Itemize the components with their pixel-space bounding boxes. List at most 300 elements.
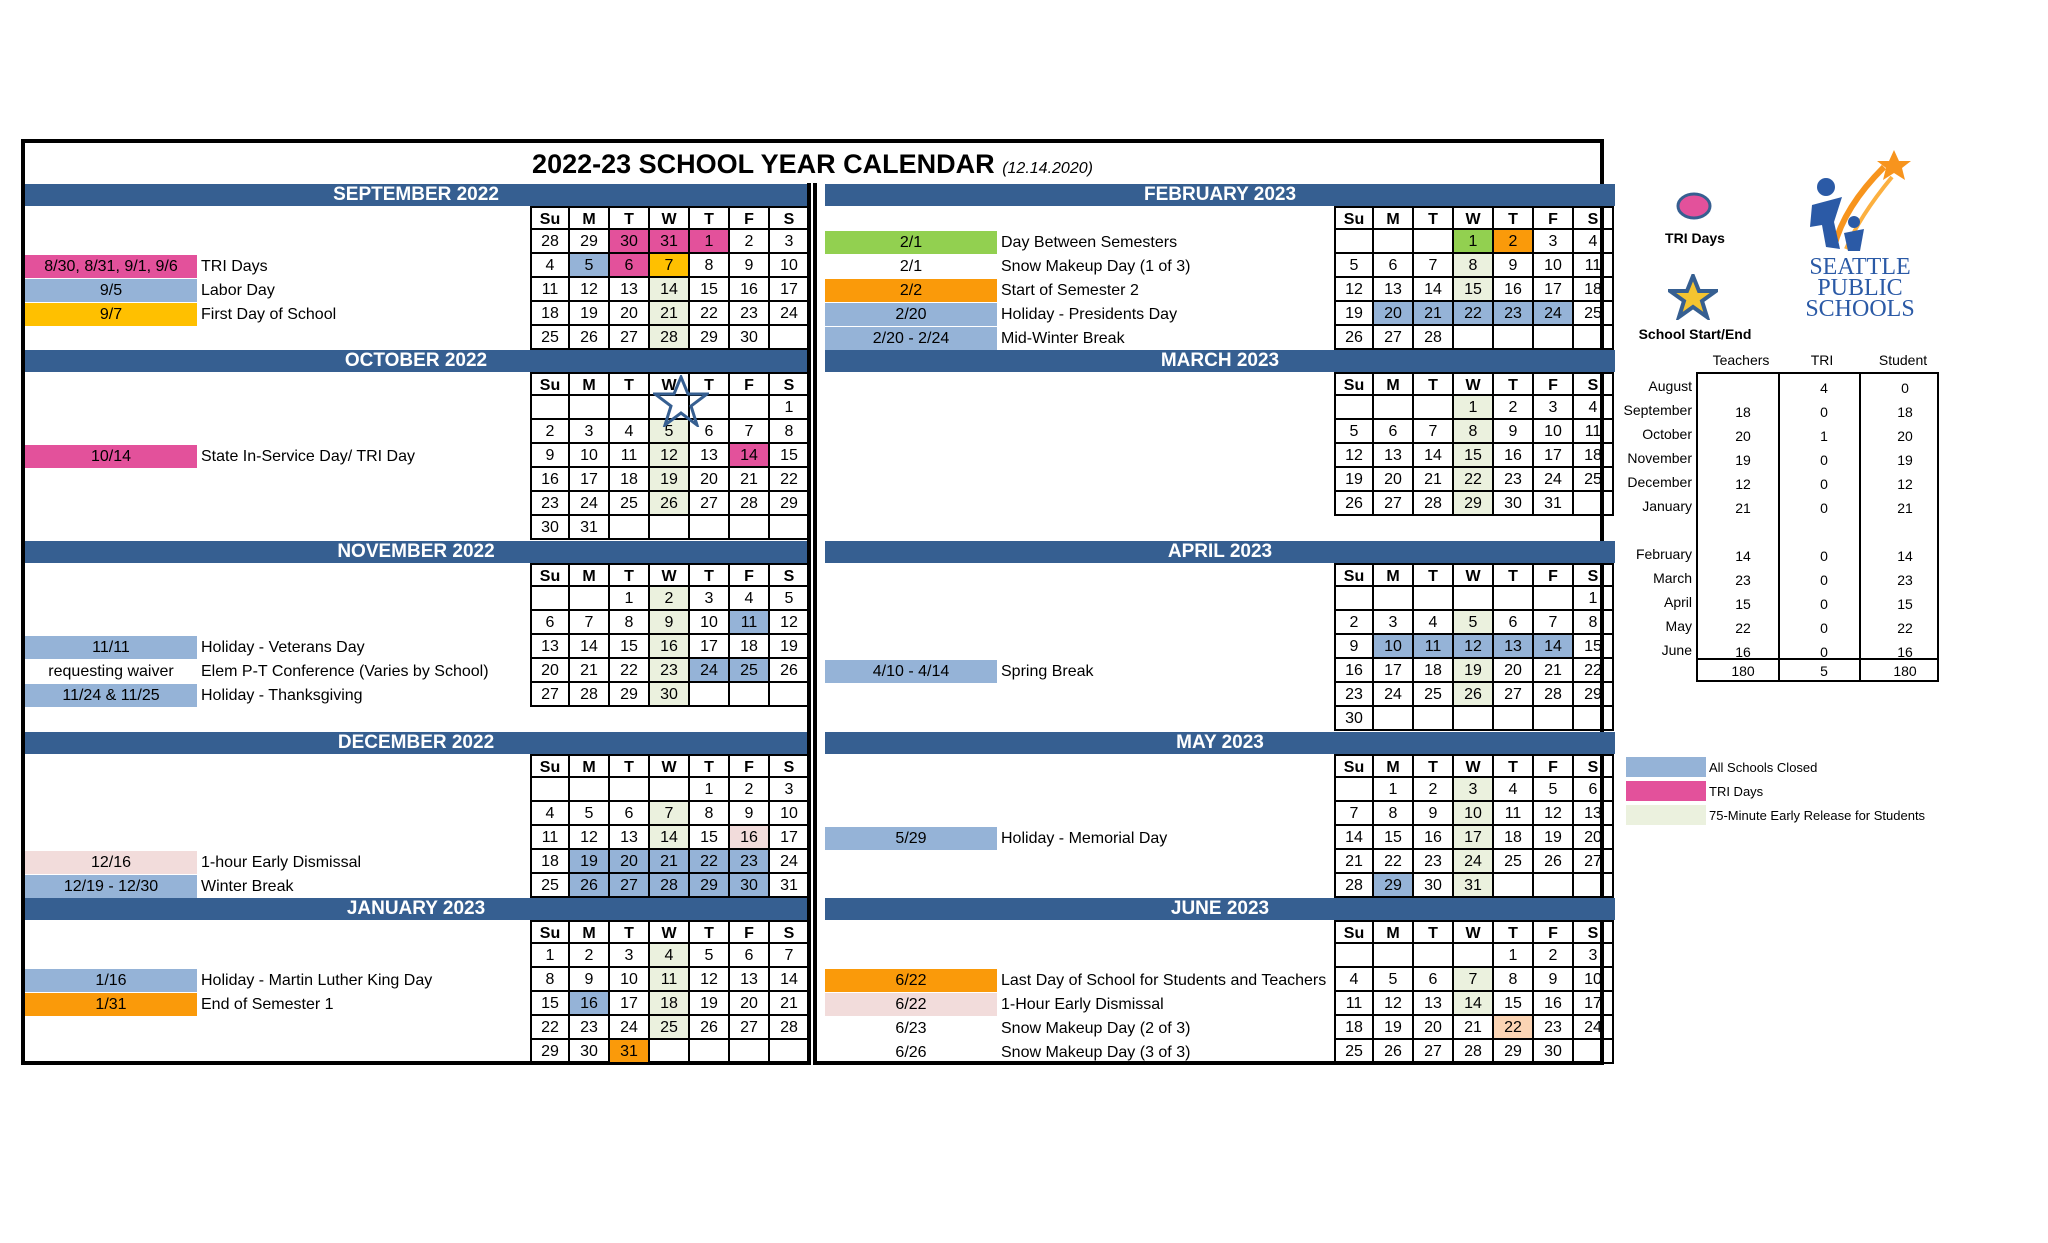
logo-line-2: PUBLIC xyxy=(1817,275,1903,301)
day-cell: 15 xyxy=(1494,992,1534,1016)
stats-value: 15 xyxy=(1735,596,1751,612)
stats-value: 0 xyxy=(1820,644,1828,660)
weekday-header: S xyxy=(1574,563,1614,587)
weekday-header: T xyxy=(610,754,650,778)
weekday-header: W xyxy=(1454,206,1494,230)
day-cell: 22 xyxy=(530,1016,570,1040)
day-cell: 27 xyxy=(1494,683,1534,707)
day-cell: 25 xyxy=(1494,850,1534,874)
month-header-0: SEPTEMBER 2022 xyxy=(25,184,807,206)
event-date: 2/1 xyxy=(899,258,923,275)
day-cell: 9 xyxy=(530,444,570,468)
day-cell: 3 xyxy=(570,420,610,444)
day-cell: 25 xyxy=(1574,468,1614,492)
day-cell: 6 xyxy=(1414,968,1454,992)
day-cell: 14 xyxy=(730,444,770,468)
tri-oval-icon xyxy=(1676,191,1712,221)
day-cell: 11 xyxy=(1334,992,1374,1016)
day-cell: 6 xyxy=(1494,611,1534,635)
event-description: Elem P-T Conference (Varies by School) xyxy=(201,663,489,680)
weekday-header: W xyxy=(1454,563,1494,587)
day-cell: 19 xyxy=(1534,826,1574,850)
day-cell: 6 xyxy=(610,254,650,278)
event-date: 12/16 xyxy=(25,851,197,874)
day-cell: 28 xyxy=(1454,1040,1494,1064)
weekday-header: T xyxy=(1414,206,1454,230)
empty-cell xyxy=(1454,326,1494,350)
month-grid-2 xyxy=(530,563,810,707)
weekday-header: T xyxy=(610,372,650,396)
day-cell: 28 xyxy=(650,326,690,350)
day-cell: 26 xyxy=(650,492,690,516)
day-cell: 17 xyxy=(690,635,730,659)
empty-cell xyxy=(1534,874,1574,898)
day-cell: 15 xyxy=(1574,635,1614,659)
day-cell: 10 xyxy=(1574,968,1614,992)
day-cell: 5 xyxy=(1334,254,1374,278)
empty-cell xyxy=(730,683,770,707)
weekday-header: S xyxy=(1574,920,1614,944)
stats-value: 23 xyxy=(1735,572,1751,588)
legend-swatch xyxy=(1626,781,1706,801)
stats-total: 5 xyxy=(1820,663,1828,679)
weekday-header: M xyxy=(570,372,610,396)
day-cell: 28 xyxy=(1534,683,1574,707)
day-cell: 29 xyxy=(570,230,610,254)
day-cell: 18 xyxy=(730,635,770,659)
event-date: 2/1 xyxy=(825,231,997,254)
day-cell: 21 xyxy=(770,992,810,1016)
day-cell: 6 xyxy=(1374,420,1414,444)
day-cell: 30 xyxy=(530,516,570,540)
day-cell: 15 xyxy=(690,278,730,302)
stats-value: 15 xyxy=(1897,596,1913,612)
day-cell: 25 xyxy=(610,492,650,516)
day-cell: 21 xyxy=(1414,302,1454,326)
days-summary-table xyxy=(1696,372,1939,682)
day-cell: 11 xyxy=(530,278,570,302)
event-date: 6/26 xyxy=(895,1044,927,1061)
event-description: Holiday - Memorial Day xyxy=(1001,830,1168,847)
stats-value: 12 xyxy=(1897,476,1913,492)
day-cell: 8 xyxy=(1374,802,1414,826)
day-cell: 22 xyxy=(1454,468,1494,492)
day-cell: 24 xyxy=(1454,850,1494,874)
empty-cell xyxy=(730,516,770,540)
stats-value: 22 xyxy=(1735,620,1751,636)
day-cell: 3 xyxy=(1574,944,1614,968)
day-cell: 16 xyxy=(1534,992,1574,1016)
weekday-header: W xyxy=(1454,920,1494,944)
day-cell: 2 xyxy=(1334,611,1374,635)
stats-header: Student xyxy=(1878,352,1928,368)
day-cell: 6 xyxy=(1574,778,1614,802)
month-grid-6 xyxy=(1334,372,1614,516)
day-cell: 5 xyxy=(1534,778,1574,802)
day-cell: 7 xyxy=(1414,254,1454,278)
day-cell: 17 xyxy=(1454,826,1494,850)
day-cell: 28 xyxy=(1414,492,1454,516)
day-cell: 23 xyxy=(730,850,770,874)
day-cell: 16 xyxy=(650,635,690,659)
day-cell: 7 xyxy=(730,420,770,444)
stats-header: Teachers xyxy=(1712,352,1770,368)
event-description: TRI Days xyxy=(201,258,268,275)
day-cell: 18 xyxy=(1494,826,1534,850)
event-date: 11/11 xyxy=(25,636,197,659)
day-cell: 30 xyxy=(570,1040,610,1064)
weekday-header: Su xyxy=(530,206,570,230)
day-cell: 4 xyxy=(1414,611,1454,635)
day-cell: 15 xyxy=(1374,826,1414,850)
month-header-5: FEBRUARY 2023 xyxy=(825,184,1615,206)
month-header-4: JANUARY 2023 xyxy=(25,898,807,920)
school-start-end-label: School Start/End xyxy=(1638,326,1752,342)
day-cell: 24 xyxy=(1534,468,1574,492)
event-date: 9/5 xyxy=(25,279,197,302)
day-cell: 14 xyxy=(1414,278,1454,302)
day-cell: 20 xyxy=(1374,302,1414,326)
day-cell: 2 xyxy=(570,944,610,968)
empty-cell xyxy=(1574,707,1614,731)
day-cell: 19 xyxy=(570,302,610,326)
day-cell: 16 xyxy=(1414,826,1454,850)
day-cell: 1 xyxy=(690,778,730,802)
weekday-header: M xyxy=(1374,754,1414,778)
logo-line-1: SEATTLE xyxy=(1809,254,1911,280)
event-date: 6/22 xyxy=(825,993,997,1016)
legend-swatch xyxy=(1626,805,1706,825)
day-cell: 8 xyxy=(690,254,730,278)
event-date: 5/29 xyxy=(825,827,997,850)
day-cell: 13 xyxy=(1574,802,1614,826)
day-cell: 11 xyxy=(730,611,770,635)
day-cell: 20 xyxy=(1494,659,1534,683)
day-cell: 27 xyxy=(730,1016,770,1040)
stats-total: 180 xyxy=(1731,663,1755,679)
day-cell: 10 xyxy=(770,254,810,278)
day-cell: 22 xyxy=(1494,1016,1534,1040)
day-cell: 11 xyxy=(530,826,570,850)
weekday-header: T xyxy=(1414,754,1454,778)
day-cell: 7 xyxy=(1414,420,1454,444)
day-cell: 29 xyxy=(690,326,730,350)
event-description: Holiday - Presidents Day xyxy=(1001,306,1178,323)
day-cell: 20 xyxy=(530,659,570,683)
day-cell: 23 xyxy=(730,302,770,326)
day-cell: 28 xyxy=(1414,326,1454,350)
day-cell: 13 xyxy=(1494,635,1534,659)
day-cell: 12 xyxy=(570,278,610,302)
day-cell: 7 xyxy=(770,944,810,968)
day-cell: 7 xyxy=(570,611,610,635)
stats-month-label: June xyxy=(1661,642,1692,658)
day-cell: 17 xyxy=(1534,278,1574,302)
stats-value: 21 xyxy=(1897,500,1913,516)
day-cell: 8 xyxy=(1454,254,1494,278)
stats-month-label: October xyxy=(1642,426,1692,442)
empty-cell xyxy=(1334,230,1374,254)
logo-text xyxy=(1800,254,1920,322)
stats-value: 0 xyxy=(1820,404,1828,420)
day-cell: 11 xyxy=(1494,802,1534,826)
empty-cell xyxy=(1574,874,1614,898)
empty-cell xyxy=(1494,874,1534,898)
event-description: Start of Semester 2 xyxy=(1001,282,1139,299)
day-cell: 4 xyxy=(610,420,650,444)
day-cell: 10 xyxy=(1454,802,1494,826)
day-cell: 21 xyxy=(730,468,770,492)
empty-cell xyxy=(1414,707,1454,731)
weekday-header: M xyxy=(570,754,610,778)
seattle-public-schools-logo-icon xyxy=(1804,147,1916,257)
day-cell: 6 xyxy=(730,944,770,968)
day-cell: 31 xyxy=(570,516,610,540)
day-cell: 27 xyxy=(1414,1040,1454,1064)
empty-cell xyxy=(610,396,650,420)
day-cell: 24 xyxy=(570,492,610,516)
day-cell: 17 xyxy=(570,468,610,492)
month-grid-0 xyxy=(530,206,810,350)
event-date: 10/14 xyxy=(25,445,197,468)
weekday-header: W xyxy=(650,206,690,230)
event-date: 9/7 xyxy=(25,303,197,326)
stats-month-label: August xyxy=(1648,378,1692,394)
day-cell: 29 xyxy=(770,492,810,516)
weekday-header: M xyxy=(1374,372,1414,396)
empty-cell xyxy=(1494,707,1534,731)
day-cell: 23 xyxy=(650,659,690,683)
day-cell: 19 xyxy=(1454,659,1494,683)
event-date: 6/23 xyxy=(895,1020,927,1037)
day-cell: 25 xyxy=(1334,1040,1374,1064)
empty-cell xyxy=(690,516,730,540)
day-cell: 25 xyxy=(730,659,770,683)
stats-value: 19 xyxy=(1735,452,1751,468)
day-cell: 1 xyxy=(1494,944,1534,968)
day-cell: 26 xyxy=(1534,850,1574,874)
page-title xyxy=(25,143,1600,184)
day-cell: 25 xyxy=(1574,302,1614,326)
day-cell: 24 xyxy=(1374,683,1414,707)
stats-month-label: February xyxy=(1635,546,1692,562)
weekday-header: Su xyxy=(530,372,570,396)
day-cell: 6 xyxy=(530,611,570,635)
day-cell: 29 xyxy=(1494,1040,1534,1064)
weekday-header: S xyxy=(770,754,810,778)
weekday-header: F xyxy=(1534,372,1574,396)
title-text: 2022-23 SCHOOL YEAR CALENDAR xyxy=(532,149,995,179)
day-cell: 20 xyxy=(1574,826,1614,850)
day-cell: 15 xyxy=(690,826,730,850)
empty-cell xyxy=(1414,396,1454,420)
day-cell: 14 xyxy=(1334,826,1374,850)
weekday-header: W xyxy=(1454,754,1494,778)
day-cell: 13 xyxy=(610,826,650,850)
weekday-header: T xyxy=(690,206,730,230)
day-cell: 29 xyxy=(610,683,650,707)
day-cell: 23 xyxy=(1494,468,1534,492)
month-grid-5 xyxy=(1334,206,1614,350)
stats-total: 180 xyxy=(1893,663,1917,679)
day-cell: 2 xyxy=(730,778,770,802)
tri-days-label: TRI Days xyxy=(1665,230,1725,246)
stats-month-label: May xyxy=(1665,618,1692,634)
empty-cell xyxy=(690,1040,730,1064)
day-cell: 16 xyxy=(1494,444,1534,468)
empty-cell xyxy=(770,516,810,540)
empty-cell xyxy=(1334,587,1374,611)
day-cell: 27 xyxy=(1374,326,1414,350)
day-cell: 17 xyxy=(1534,444,1574,468)
empty-cell xyxy=(1534,326,1574,350)
event-description: Holiday - Veterans Day xyxy=(201,639,365,656)
day-cell: 26 xyxy=(690,1016,730,1040)
day-cell: 7 xyxy=(1534,611,1574,635)
empty-cell xyxy=(1414,944,1454,968)
day-cell: 31 xyxy=(610,1040,650,1064)
stats-value: 19 xyxy=(1897,452,1913,468)
day-cell: 15 xyxy=(610,635,650,659)
event-description: Mid-Winter Break xyxy=(1001,330,1125,347)
stats-value: 0 xyxy=(1820,452,1828,468)
weekday-header: Su xyxy=(1334,563,1374,587)
day-cell: 26 xyxy=(1374,1040,1414,1064)
day-cell: 23 xyxy=(1494,302,1534,326)
empty-cell xyxy=(770,683,810,707)
weekday-header: T xyxy=(610,920,650,944)
day-cell: 15 xyxy=(530,992,570,1016)
day-cell: 10 xyxy=(570,444,610,468)
day-cell: 12 xyxy=(650,444,690,468)
weekday-header: T xyxy=(690,372,730,396)
day-cell: 26 xyxy=(770,659,810,683)
legend-label: All Schools Closed xyxy=(1709,760,1818,775)
day-cell: 27 xyxy=(690,492,730,516)
day-cell: 22 xyxy=(690,302,730,326)
day-cell: 5 xyxy=(650,420,690,444)
day-cell: 4 xyxy=(650,944,690,968)
day-cell: 30 xyxy=(1334,707,1374,731)
day-cell: 19 xyxy=(770,635,810,659)
event-description: Day Between Semesters xyxy=(1001,234,1178,251)
empty-cell xyxy=(1534,707,1574,731)
weekday-header: S xyxy=(770,206,810,230)
day-cell: 8 xyxy=(1574,611,1614,635)
empty-cell xyxy=(610,516,650,540)
empty-cell xyxy=(530,778,570,802)
day-cell: 4 xyxy=(1574,230,1614,254)
day-cell: 29 xyxy=(1574,683,1614,707)
day-cell: 28 xyxy=(650,874,690,898)
day-cell: 2 xyxy=(1534,944,1574,968)
weekday-header: M xyxy=(1374,206,1414,230)
day-cell: 31 xyxy=(1454,874,1494,898)
day-cell: 12 xyxy=(1334,278,1374,302)
day-cell: 12 xyxy=(1334,444,1374,468)
stats-value: 0 xyxy=(1820,500,1828,516)
event-date: 2/20 - 2/24 xyxy=(825,327,997,350)
day-cell: 9 xyxy=(650,611,690,635)
day-cell: 14 xyxy=(650,278,690,302)
weekday-header: T xyxy=(690,563,730,587)
stats-value: 0 xyxy=(1820,548,1828,564)
stats-month-label: December xyxy=(1627,474,1692,490)
day-cell: 8 xyxy=(610,611,650,635)
weekday-header: M xyxy=(570,920,610,944)
day-cell: 17 xyxy=(770,278,810,302)
day-cell: 17 xyxy=(1574,992,1614,1016)
day-cell: 30 xyxy=(1494,492,1534,516)
stats-value: 0 xyxy=(1820,620,1828,636)
weekday-header: F xyxy=(730,563,770,587)
day-cell: 21 xyxy=(650,302,690,326)
weekday-header: T xyxy=(1414,920,1454,944)
day-cell: 4 xyxy=(1494,778,1534,802)
stats-value: 16 xyxy=(1735,644,1751,660)
day-cell: 13 xyxy=(530,635,570,659)
day-cell: 3 xyxy=(770,778,810,802)
empty-cell xyxy=(1574,1040,1614,1064)
day-cell: 30 xyxy=(610,230,650,254)
weekday-header: Su xyxy=(530,920,570,944)
weekday-header: S xyxy=(770,920,810,944)
day-cell: 27 xyxy=(1574,850,1614,874)
day-cell: 4 xyxy=(730,587,770,611)
empty-cell xyxy=(650,778,690,802)
stats-value: 22 xyxy=(1897,620,1913,636)
day-cell: 30 xyxy=(1414,874,1454,898)
event-date: 6/22 xyxy=(825,969,997,992)
weekday-header: F xyxy=(1534,920,1574,944)
day-cell: 12 xyxy=(770,611,810,635)
day-cell: 20 xyxy=(1374,468,1414,492)
weekday-header: T xyxy=(1494,372,1534,396)
event-description: Labor Day xyxy=(201,282,275,299)
day-cell: 12 xyxy=(1454,635,1494,659)
title-date: (12.14.2020) xyxy=(1002,160,1093,177)
day-cell: 6 xyxy=(690,420,730,444)
day-cell: 13 xyxy=(1414,992,1454,1016)
stats-value: 14 xyxy=(1735,548,1751,564)
day-cell: 3 xyxy=(1534,230,1574,254)
day-cell: 18 xyxy=(1574,444,1614,468)
day-cell: 13 xyxy=(1374,444,1414,468)
stats-value: 18 xyxy=(1735,404,1751,420)
weekday-header: F xyxy=(730,206,770,230)
day-cell: 16 xyxy=(1334,659,1374,683)
day-cell: 14 xyxy=(650,826,690,850)
empty-cell xyxy=(770,326,810,350)
event-date: 12/19 - 12/30 xyxy=(25,875,197,898)
day-cell: 23 xyxy=(530,492,570,516)
stats-month-label: November xyxy=(1627,450,1692,466)
empty-cell xyxy=(1494,326,1534,350)
day-cell: 20 xyxy=(730,992,770,1016)
empty-cell xyxy=(650,1040,690,1064)
day-cell: 19 xyxy=(1334,302,1374,326)
month-header-8: MAY 2023 xyxy=(825,732,1615,754)
empty-cell xyxy=(1414,587,1454,611)
empty-cell xyxy=(1454,707,1494,731)
day-cell: 24 xyxy=(1574,1016,1614,1040)
day-cell: 21 xyxy=(1454,1016,1494,1040)
month-header-1: OCTOBER 2022 xyxy=(25,350,807,372)
day-cell: 3 xyxy=(1374,611,1414,635)
day-cell: 14 xyxy=(570,635,610,659)
day-cell: 5 xyxy=(1334,420,1374,444)
stats-month-label: March xyxy=(1653,570,1692,586)
